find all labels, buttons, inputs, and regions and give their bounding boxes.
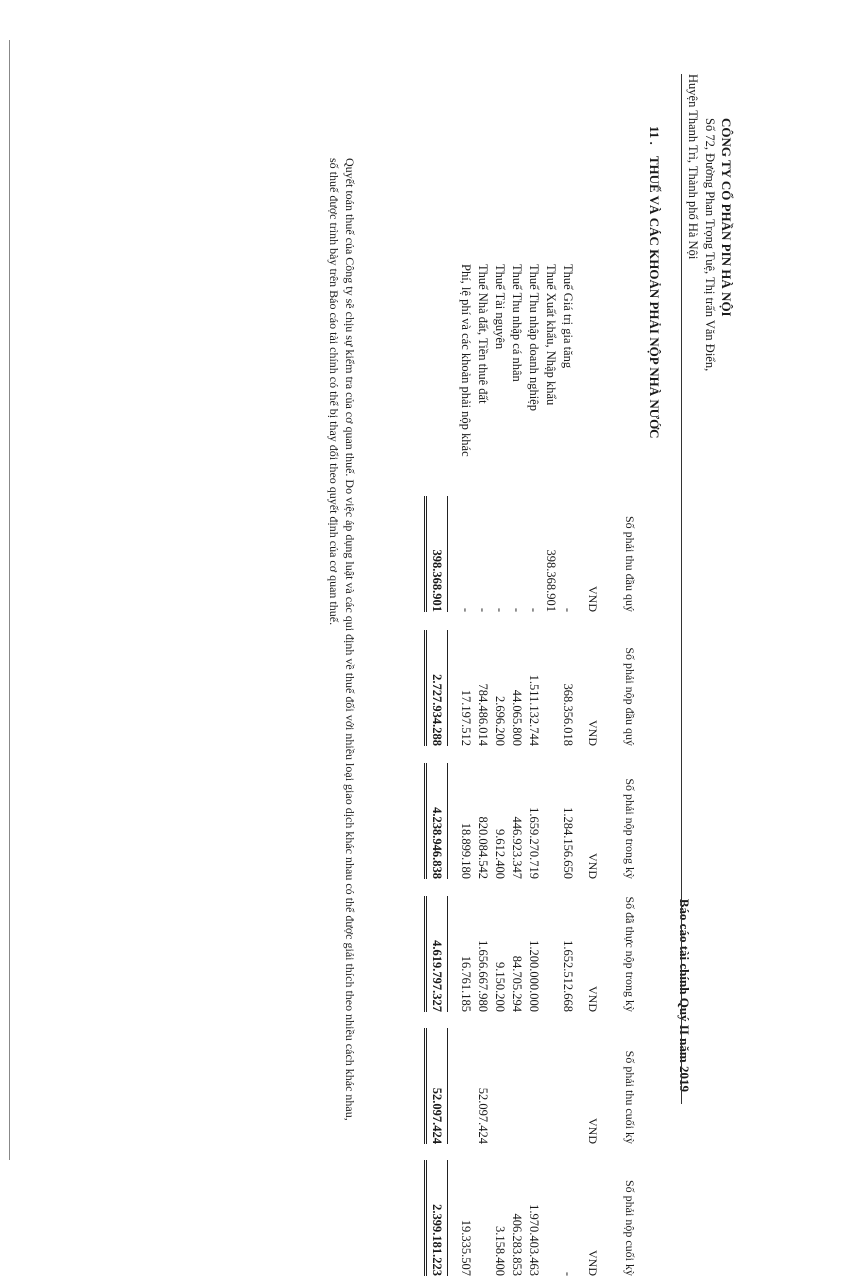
col-header-payable-close: Số phải nộp cuối kỳ xyxy=(623,1180,637,1276)
table-cell: - xyxy=(459,607,473,612)
table-cell: 784.486.014 xyxy=(476,683,490,746)
table-cell: - xyxy=(493,607,507,612)
row-label-corporate-income: Thuế Thu nhập doanh nghiệp xyxy=(527,264,541,411)
col-header-payable-period: Số phải nộp trong kỳ xyxy=(623,778,637,879)
unit-label: VND xyxy=(586,1250,600,1276)
table-cell: - xyxy=(561,1271,575,1276)
row-label-resource: Thuế Tài nguyên xyxy=(493,264,507,350)
table-cell: 1.200.000.000 xyxy=(527,940,541,1012)
table-cell: 1.659.270.719 xyxy=(527,807,541,879)
table-cell: 17.197.512 xyxy=(459,689,473,746)
table-cell: 820.084.542 xyxy=(476,816,490,879)
table-cell: 368.356.018 xyxy=(561,683,575,746)
row-label-personal-income: Thuế Thu nhập cá nhân xyxy=(510,264,524,382)
table-cell: 44.065.800 xyxy=(510,689,524,746)
table-cell: - xyxy=(476,607,490,612)
unit-label: VND xyxy=(586,986,600,1012)
table-cell: 398.368.901 xyxy=(544,549,558,612)
total-rule xyxy=(447,896,448,1012)
section-title xyxy=(646,126,662,439)
section-title-text: THUẾ VÀ CÁC KHOẢN PHẢI NỘP NHÀ NƯỚC xyxy=(647,155,662,439)
company-address-line2: Huyện Thanh Trì, Thành phố Hà Nội xyxy=(686,74,700,260)
table-cell: 84.705.294 xyxy=(510,955,524,1012)
total-cell: 2.727.934.288 xyxy=(430,674,444,746)
total-cell: 2.399.181.223 xyxy=(430,1204,444,1276)
company-address-line1: Số 72, Đường Phan Trọng Tuệ, Thị trấn Văn Điển, xyxy=(703,118,717,372)
col-header-receivable-open: Số phải thu đầu quý xyxy=(623,516,637,612)
row-label-land-rent: Thuế Nhà đất, Tiền thuê đất xyxy=(476,264,490,404)
total-cell: 52.097.424 xyxy=(430,1087,444,1144)
table-cell: 1.652.512.668 xyxy=(561,940,575,1012)
total-cell: 4.619.797.327 xyxy=(430,940,444,1012)
table-cell: 18.899.180 xyxy=(459,822,473,879)
tax-note: Quyết toán thuế của Công ty sẽ chịu sự kiểm tra của cơ quan thuế. Do việc áp dụng luật và các qui định về thuế đối với nhiều loại giao dịch khác nhau có thể được giải thích theo nhiều cách khác nhau, số thuế được trình bày trên Báo cáo tài chính có thể bị thay đổi theo quyết định của cơ quan thuế. xyxy=(327,158,357,1121)
col-header-receivable-close: Số phải thu cuối kỳ xyxy=(623,1050,637,1144)
table-cell: 9.150.200 xyxy=(493,962,507,1012)
table-cell: 406.283.853 xyxy=(510,1213,524,1276)
table-cell: 2.696.200 xyxy=(493,696,507,746)
total-cell: 4.238.946.838 xyxy=(430,807,444,879)
table-cell: 1.656.667.980 xyxy=(476,940,490,1012)
page-bottom-edge xyxy=(9,40,10,1160)
table-cell: 446.923.347 xyxy=(510,816,524,879)
table-cell: 1.284.156.650 xyxy=(561,807,575,879)
unit-label: VND xyxy=(586,1118,600,1144)
table-cell: - xyxy=(510,607,524,612)
unit-label: VND xyxy=(586,853,600,879)
total-rule xyxy=(447,763,448,879)
total-double-rule xyxy=(424,1160,427,1276)
table-cell: 52.097.424 xyxy=(476,1087,490,1144)
total-double-rule xyxy=(424,630,427,746)
table-cell: 1.970.403.463 xyxy=(527,1204,541,1276)
row-label-fees-other: Phí, lệ phí và các khoản phải nộp khác xyxy=(459,264,473,457)
section-number: 11 . xyxy=(647,126,662,145)
table-cell: 16.761.185 xyxy=(459,955,473,1012)
total-double-rule xyxy=(424,896,427,1012)
total-double-rule xyxy=(424,763,427,879)
total-rule xyxy=(447,1028,448,1144)
total-rule xyxy=(447,1160,448,1276)
report-title: Báo cáo tài chính Quý II năm 2019 xyxy=(677,898,692,1092)
table-cell: 19.335.507 xyxy=(459,1219,473,1276)
table-cell: 3.158.400 xyxy=(493,1226,507,1276)
total-double-rule xyxy=(424,1028,427,1144)
table-cell: - xyxy=(527,607,541,612)
table-cell: - xyxy=(561,607,575,612)
table-cell: 9.612.400 xyxy=(493,829,507,879)
total-rule xyxy=(447,630,448,746)
header-divider xyxy=(681,74,682,1104)
row-label-vat: Thuế Giá trị gia tăng xyxy=(561,264,575,369)
total-double-rule xyxy=(424,496,427,612)
company-name: CÔNG TY CỔ PHẦN PIN HÀ NỘI xyxy=(719,118,734,317)
col-header-payable-open: Số phải nộp đầu quý xyxy=(623,647,637,746)
col-header-paid-period: Số đã thực nộp trong kỳ xyxy=(623,896,637,1012)
row-label-import-export: Thuế Xuất khẩu, Nhập khẩu xyxy=(544,264,558,406)
unit-label: VND xyxy=(586,720,600,746)
unit-label: VND xyxy=(586,586,600,612)
total-cell: 398.368.901 xyxy=(430,549,444,612)
total-rule xyxy=(447,496,448,612)
table-cell: 1.511.132.744 xyxy=(527,674,541,746)
